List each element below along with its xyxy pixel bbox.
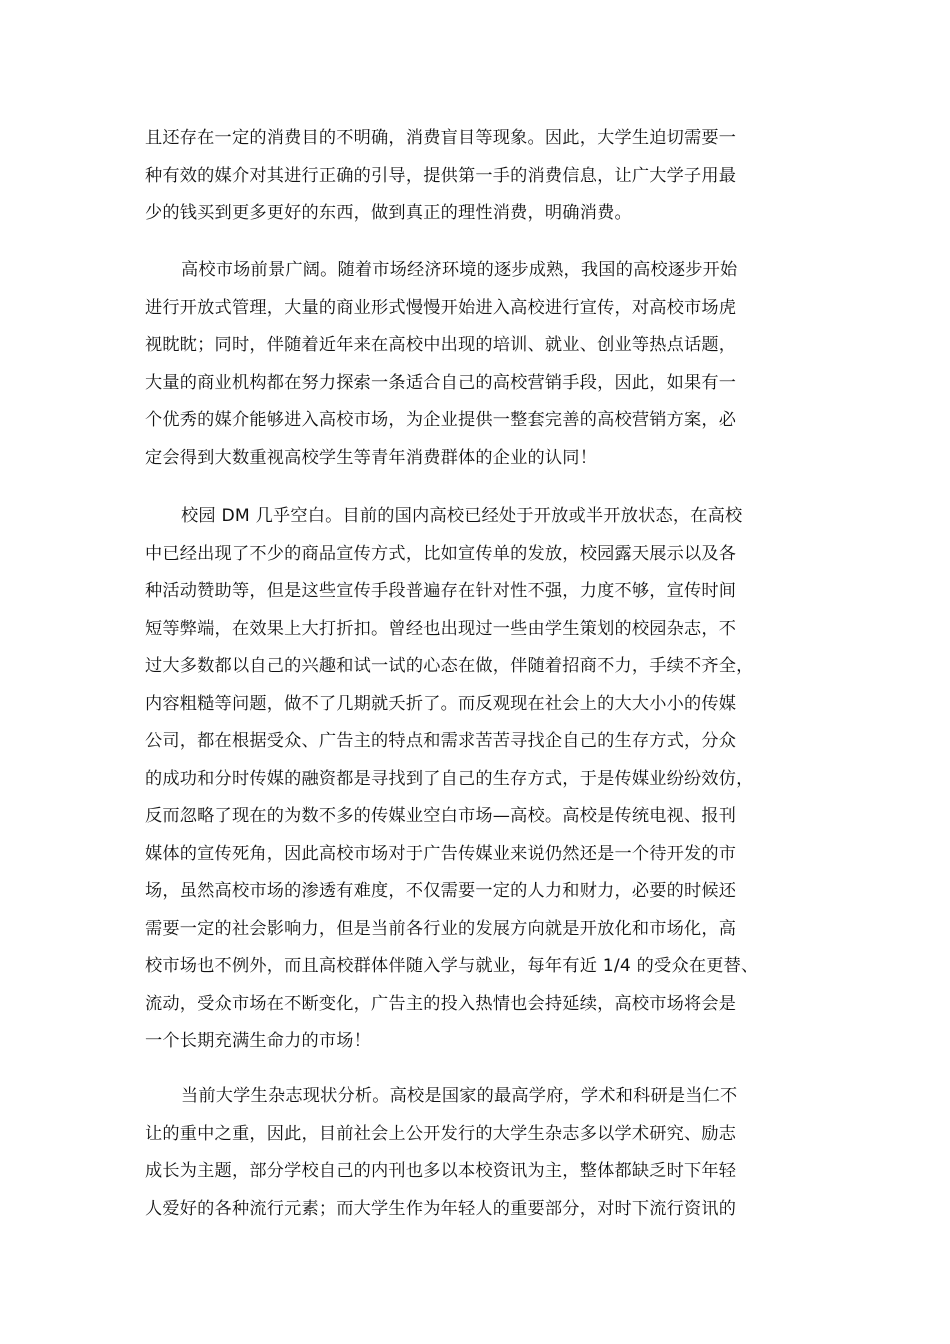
- text-line: 种活动赞助等，但是这些宣传手段普遍存在针对性不强，力度不够，宣传时间: [145, 581, 737, 601]
- text-line: 内容粗糙等问题，做不了几期就夭折了。而反观现在社会上的大大小小的传媒: [145, 693, 737, 714]
- text-line: 种有效的媒介对其进行正确的引导，提供第一手的消费信息，让广大学子用最: [145, 165, 737, 186]
- text-line: 媒体的宣传死角，因此高校市场对于广告传媒业来说仍然还是一个待开发的市: [145, 843, 737, 864]
- text-line: 短等弊端，在效果上大打折扣。曾经也出现过一些由学生策划的校园杂志，不: [145, 618, 737, 639]
- text-line: 的成功和分时传媒的融资都是寻找到了自己的生存方式，于是传媒业纷纷效仿，: [145, 768, 754, 789]
- paragraph-campus-dm-blank: [145, 498, 815, 1061]
- text-line: 中已经出现了不少的商品宣传方式，比如宣传单的发放，校园露天展示以及各: [145, 543, 737, 564]
- text-line: 流动，受众市场在不断变化，广告主的投入热情也会持延续，高校市场将会是: [145, 993, 737, 1014]
- text-line: 场，虽然高校市场的渗透有难度，不仅需要一定的人力和财力，必要的时候还: [145, 881, 737, 901]
- paragraph-student-magazine-analysis: [145, 1078, 815, 1228]
- text-line: 高校市场前景广阔。随着市场经济环境的逐步成熟，我国的高校逐步开始: [181, 260, 738, 280]
- text-line: 过大多数都以自己的兴趣和试一试的心态在做，伴随着招商不力，手续不齐全，: [145, 656, 754, 676]
- paragraph-campus-market-prospect: [145, 252, 815, 477]
- text-line: 视眈眈；同时，伴随着近年来在高校中出现的培训、就业、创业等热点话题，: [145, 335, 737, 355]
- text-line: 校市场也不例外，而且高校群体伴随入学与就业，每年有近 1/4 的受众在更替、: [145, 956, 759, 976]
- text-line: 少的钱买到更多更好的东西，做到真正的理性消费，明确消费。: [145, 203, 632, 223]
- text-line: 需要一定的社会影响力，但是当前各行业的发展方向就是开放化和市场化，高: [145, 918, 737, 939]
- text-line: 让的重中之重，因此，目前社会上公开发行的大学生杂志多以学术研究、励志: [145, 1123, 737, 1144]
- paragraph-consumption-guidance: [145, 120, 815, 233]
- text-line: 人爱好的各种流行元素；而大学生作为年轻人的重要部分，对时下流行资讯的: [145, 1198, 737, 1219]
- text-line: 定会得到大数重视高校学生等青年消费群体的企业的认同！: [145, 447, 598, 468]
- text-line: 成长为主题，部分学校自己的内刊也多以本校资讯为主，整体都缺乏时下年轻: [145, 1161, 737, 1181]
- text-line: 校园 DM 几乎空白。目前的国内高校已经处于开放或半开放状态，在高校: [181, 506, 743, 526]
- text-line: 一个长期充满生命力的市场！: [145, 1031, 372, 1051]
- text-line: 大量的商业机构都在努力探索一条适合自己的高校营销手段，因此，如果有一: [145, 372, 737, 393]
- text-line: 进行开放式管理，大量的商业形式慢慢开始进入高校进行宣传，对高校市场虎: [145, 297, 737, 318]
- text-line: 公司，都在根据受众、广告主的特点和需求苦苦寻找企自己的生存方式，分众: [145, 731, 737, 751]
- text-line: 且还存在一定的消费目的不明确，消费盲目等现象。因此，大学生迫切需要一: [145, 128, 737, 148]
- text-line: 个优秀的媒介能够进入高校市场，为企业提供一整套完善的高校营销方案，必: [145, 410, 737, 430]
- text-line: 反而忽略了现在的为数不多的传媒业空白市场—高校。高校是传统电视、报刊: [145, 806, 737, 826]
- text-line: 当前大学生杂志现状分析。高校是国家的最高学府，学术和科研是当仁不: [181, 1086, 738, 1106]
